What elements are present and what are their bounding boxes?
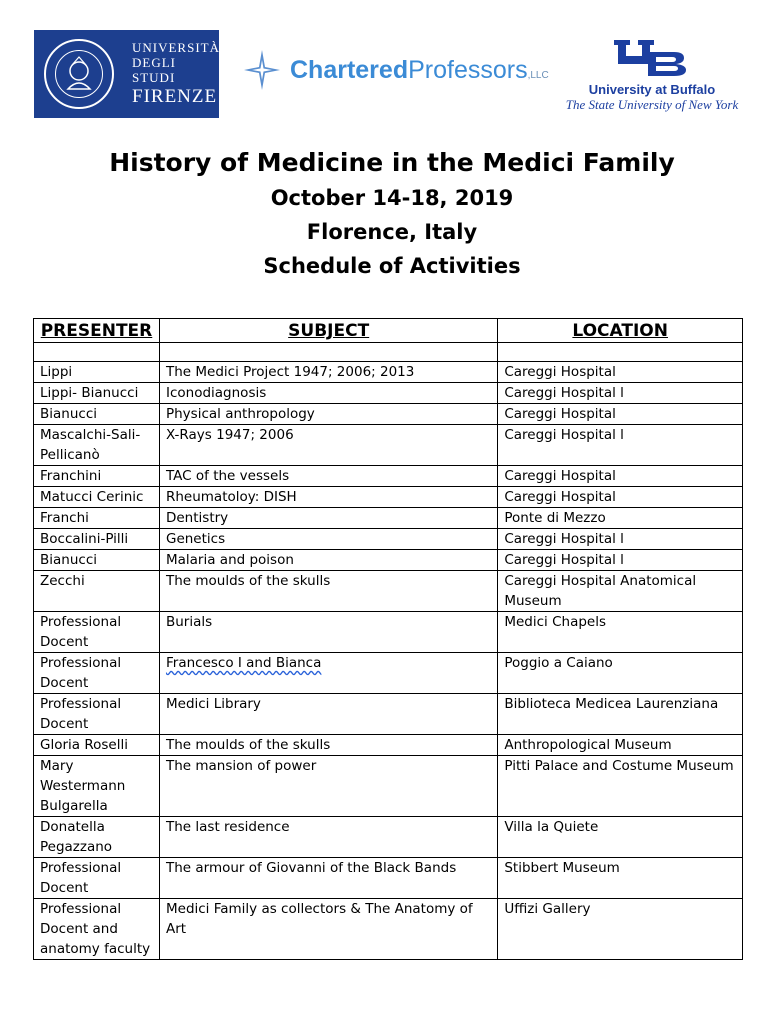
event-place: Florence, Italy <box>306 220 478 244</box>
spacer-cell <box>498 343 743 362</box>
presenter-cell: Zecchi <box>34 571 160 612</box>
table-row <box>34 817 743 858</box>
chartered-professors-wordmark <box>290 56 549 85</box>
location-cell: Careggi Hospital <box>498 404 743 425</box>
unifi-line1: UNIVERSITÀ <box>132 39 220 55</box>
presenter-cell: Professional Docent <box>34 858 160 899</box>
unifi-wordmark <box>132 40 220 109</box>
subject-cell: TAC of the vessels <box>159 466 497 487</box>
subject-cell <box>159 653 497 694</box>
location-cell: Careggi Hospital l <box>498 383 743 404</box>
subject-cell: The armour of Giovanni of the Black Bands <box>159 858 497 899</box>
location-cell: Poggio a Caiano <box>498 653 743 694</box>
table-row <box>34 383 743 404</box>
unifi-line3: FIRENZE <box>132 85 218 107</box>
presenter-cell: Gloria Roselli <box>34 735 160 756</box>
presenter-cell: Professional Docent and anatomy faculty <box>34 899 160 960</box>
subject-cell: X-Rays 1947; 2006 <box>159 425 497 466</box>
compass-star-icon <box>242 48 282 92</box>
presenter-cell: Professional Docent <box>34 694 160 735</box>
table-row <box>34 899 743 960</box>
chartered-professors-logo <box>242 48 549 92</box>
table-row <box>34 735 743 756</box>
chartered-bold: Chartered <box>290 55 409 84</box>
table-row <box>34 466 743 487</box>
unifi-seal-icon <box>44 39 114 109</box>
subject-cell: The mansion of power <box>159 756 497 817</box>
header-subject: SUBJECT <box>159 319 497 343</box>
table-row <box>34 550 743 571</box>
subject-cell: Physical anthropology <box>159 404 497 425</box>
chartered-light: Professors <box>408 55 528 84</box>
unifi-logo <box>34 30 219 118</box>
event-dates: October 14-18, 2019 <box>270 186 514 210</box>
table-row <box>34 756 743 817</box>
schedule-subtitle: Schedule of Activities <box>263 254 521 278</box>
subject-cell: Malaria and poison <box>159 550 497 571</box>
location-cell: Stibbert Museum <box>498 858 743 899</box>
table-row <box>34 529 743 550</box>
presenter-cell: Professional Docent <box>34 612 160 653</box>
presenter-cell: Lippi <box>34 362 160 383</box>
subject-cell: The Medici Project 1947; 2006; 2013 <box>159 362 497 383</box>
chartered-suffix: ,LLC <box>527 69 549 81</box>
subject-cell: Medici Library <box>159 694 497 735</box>
subject-cell: The moulds of the skulls <box>159 735 497 756</box>
location-cell: Villa la Quiete <box>498 817 743 858</box>
schedule-table <box>33 318 743 960</box>
presenter-cell: Lippi- Bianucci <box>34 383 160 404</box>
table-row <box>34 508 743 529</box>
unifi-line2: DEGLI STUDI <box>132 54 176 85</box>
location-cell: Biblioteca Medicea Laurenziana <box>498 694 743 735</box>
presenter-cell: Donatella Pegazzano <box>34 817 160 858</box>
subject-cell: Rheumatoloy: DISH <box>159 487 497 508</box>
table-row <box>34 612 743 653</box>
location-cell: Medici Chapels <box>498 612 743 653</box>
header-presenter: PRESENTER <box>34 319 160 343</box>
presenter-cell: Bianucci <box>34 404 160 425</box>
table-header-row <box>34 319 743 343</box>
location-cell: Careggi Hospital l <box>498 550 743 571</box>
presenter-cell: Franchi <box>34 508 160 529</box>
presenter-cell: Bianucci <box>34 550 160 571</box>
table-row <box>34 487 743 508</box>
location-cell: Anthropological Museum <box>498 735 743 756</box>
table-spacer-row <box>34 343 743 362</box>
presenter-cell: Boccalini-Pilli <box>34 529 160 550</box>
ub-subtitle: The State University of New York <box>565 97 739 112</box>
table-row <box>34 362 743 383</box>
ub-name: University at Buffalo <box>588 82 716 97</box>
subject-text: Francesco I and Bianca <box>165 655 322 671</box>
presenter-cell: Professional Docent <box>34 653 160 694</box>
presenter-cell: Mascalchi-Sali-Pellicanò <box>34 425 160 466</box>
subject-cell: Iconodiagnosis <box>159 383 497 404</box>
location-cell: Careggi Hospital l <box>498 529 743 550</box>
subject-cell: Burials <box>159 612 497 653</box>
table-row <box>34 858 743 899</box>
spacer-cell <box>34 343 160 362</box>
table-row <box>34 571 743 612</box>
table-row <box>34 653 743 694</box>
location-cell: Ponte di Mezzo <box>498 508 743 529</box>
table-row <box>34 694 743 735</box>
page-title: History of Medicine in the Medici Family <box>109 148 675 177</box>
subject-cell: Genetics <box>159 529 497 550</box>
subject-cell: The moulds of the skulls <box>159 571 497 612</box>
presenter-cell: Franchini <box>34 466 160 487</box>
header-location: LOCATION <box>498 319 743 343</box>
subject-cell: Dentistry <box>159 508 497 529</box>
title-block <box>0 145 784 283</box>
presenter-cell: Mary Westermann Bulgarella <box>34 756 160 817</box>
location-cell: Careggi Hospital Anatomical Museum <box>498 571 743 612</box>
location-cell: Careggi Hospital <box>498 487 743 508</box>
table-row <box>34 404 743 425</box>
spacer-cell <box>159 343 497 362</box>
ub-logo <box>552 38 752 113</box>
location-cell: Uffizi Gallery <box>498 899 743 960</box>
presenter-cell: Matucci Cerinic <box>34 487 160 508</box>
ub-monogram-icon <box>614 38 690 78</box>
location-cell: Careggi Hospital l <box>498 425 743 466</box>
table-row <box>34 425 743 466</box>
subject-cell: Medici Family as collectors & The Anatomy of Art <box>159 899 497 960</box>
location-cell: Pitti Palace and Costume Museum <box>498 756 743 817</box>
location-cell: Careggi Hospital <box>498 466 743 487</box>
subject-cell: The last residence <box>159 817 497 858</box>
location-cell: Careggi Hospital <box>498 362 743 383</box>
